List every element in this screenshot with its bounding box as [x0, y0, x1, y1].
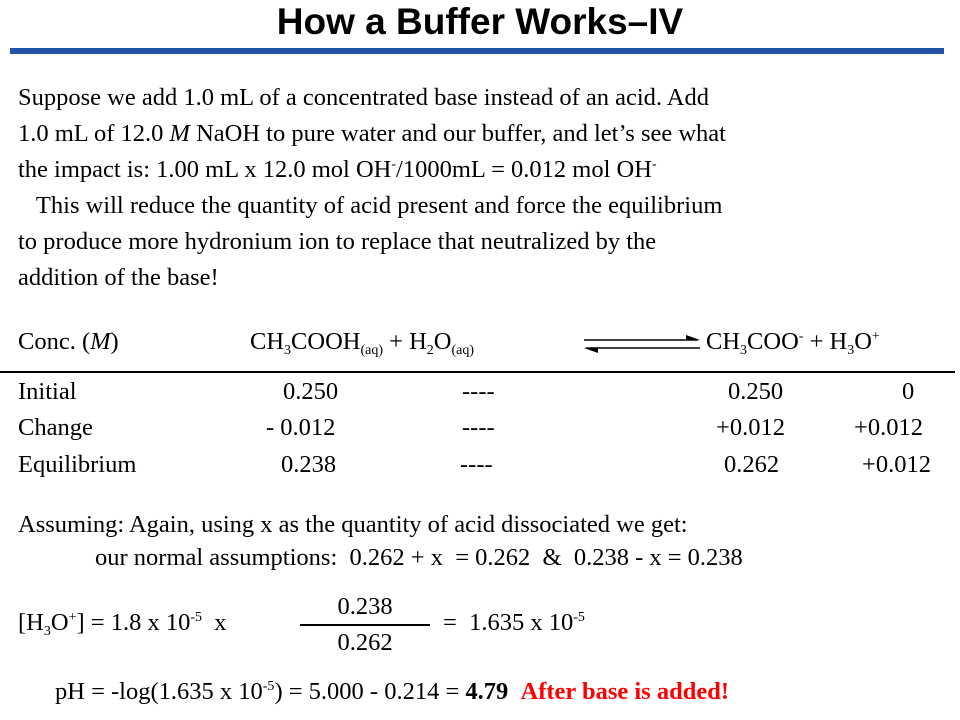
intro-line-2 — [18, 116, 948, 152]
hydroxide-charge-2: - — [651, 157, 657, 172]
intro-line-4: This will reduce the quantity of acid present and force the equilibrium — [18, 192, 723, 219]
cell-acetate: 0.262 — [724, 451, 780, 478]
cell-h3o: 0 — [902, 378, 915, 405]
title-rule — [10, 48, 944, 54]
reaction-products: $CH_3COO^- + H_3O^+$ — [706, 328, 880, 358]
cell-acetate: +0.012 — [716, 414, 785, 441]
conc-label: Conc. (M) — [18, 328, 119, 355]
cell-acetate: 0.250 — [728, 378, 784, 405]
slide-title: How a Buffer Works–IV — [276, 1, 684, 42]
intro-line-2-b: NaOH to pure water and our buffer, and let’s see what — [189, 120, 726, 147]
hydronium-expression: $[H_3O^+] = 1.8$ x $10^{-5}$ x — [18, 609, 227, 639]
ph-calculation: pH = -log(1.635 x $10^{-5}) = 5.000 - 0.214 = 4.79$ After base is added! — [55, 678, 729, 705]
cell-acid: 0.250 — [283, 378, 339, 405]
row-label: Change — [18, 414, 93, 441]
table-divider — [0, 371, 955, 373]
cell-h3o: +0.012 — [854, 414, 923, 441]
molarity-unit: M — [169, 120, 190, 147]
hydronium-result: = 1.635 x $10^{-5}$ — [443, 609, 585, 636]
hydroxide-charge: - — [391, 157, 397, 172]
row-label: Equilibrium — [18, 451, 137, 478]
intro-line-5: to produce more hydronium ion to replace that neutralized by the — [18, 228, 657, 255]
assumption-line-1: Assuming: Again, using x as the quantity of acid dissociated we get: — [18, 511, 688, 538]
cell-water: ---- — [462, 378, 495, 405]
row-label: Initial — [18, 378, 77, 405]
fraction-denominator: 0.262 — [337, 629, 393, 656]
reaction-reactants: $CH_3COOH_{(aq)} + H_2O_{(aq)}$ — [250, 328, 475, 358]
intro-line-3 — [18, 152, 948, 188]
fraction-bar — [300, 624, 430, 626]
ratio-fraction — [300, 592, 430, 658]
cell-acid: 0.238 — [281, 451, 337, 478]
intro-line-6: addition of the base! — [18, 264, 219, 291]
cell-water: ---- — [460, 451, 493, 478]
intro-paragraph — [18, 80, 948, 296]
intro-line-3-b: /1000mL = 0.012 mol OH — [396, 156, 652, 183]
intro-line-2-a: 1.0 mL of 12.0 — [18, 120, 170, 147]
after-base-note: After base is added! — [520, 678, 729, 705]
ph-result: 4.79 — [465, 678, 509, 705]
cell-h3o: +0.012 — [862, 451, 931, 478]
assumption-line-2: our normal assumptions: 0.262 + x = 0.262 & 0.238 - x = 0.238 — [95, 544, 743, 571]
cell-water: ---- — [462, 414, 495, 441]
intro-line-1: Suppose we add 1.0 mL of a concentrated base instead of an acid. Add — [18, 84, 710, 111]
fraction-numerator: 0.238 — [337, 593, 393, 620]
equilibrium-arrow-icon — [582, 334, 702, 354]
cell-acid: - 0.012 — [266, 414, 336, 441]
intro-line-3-a: the impact is: 1.00 mL x 12.0 mol OH — [18, 156, 392, 183]
